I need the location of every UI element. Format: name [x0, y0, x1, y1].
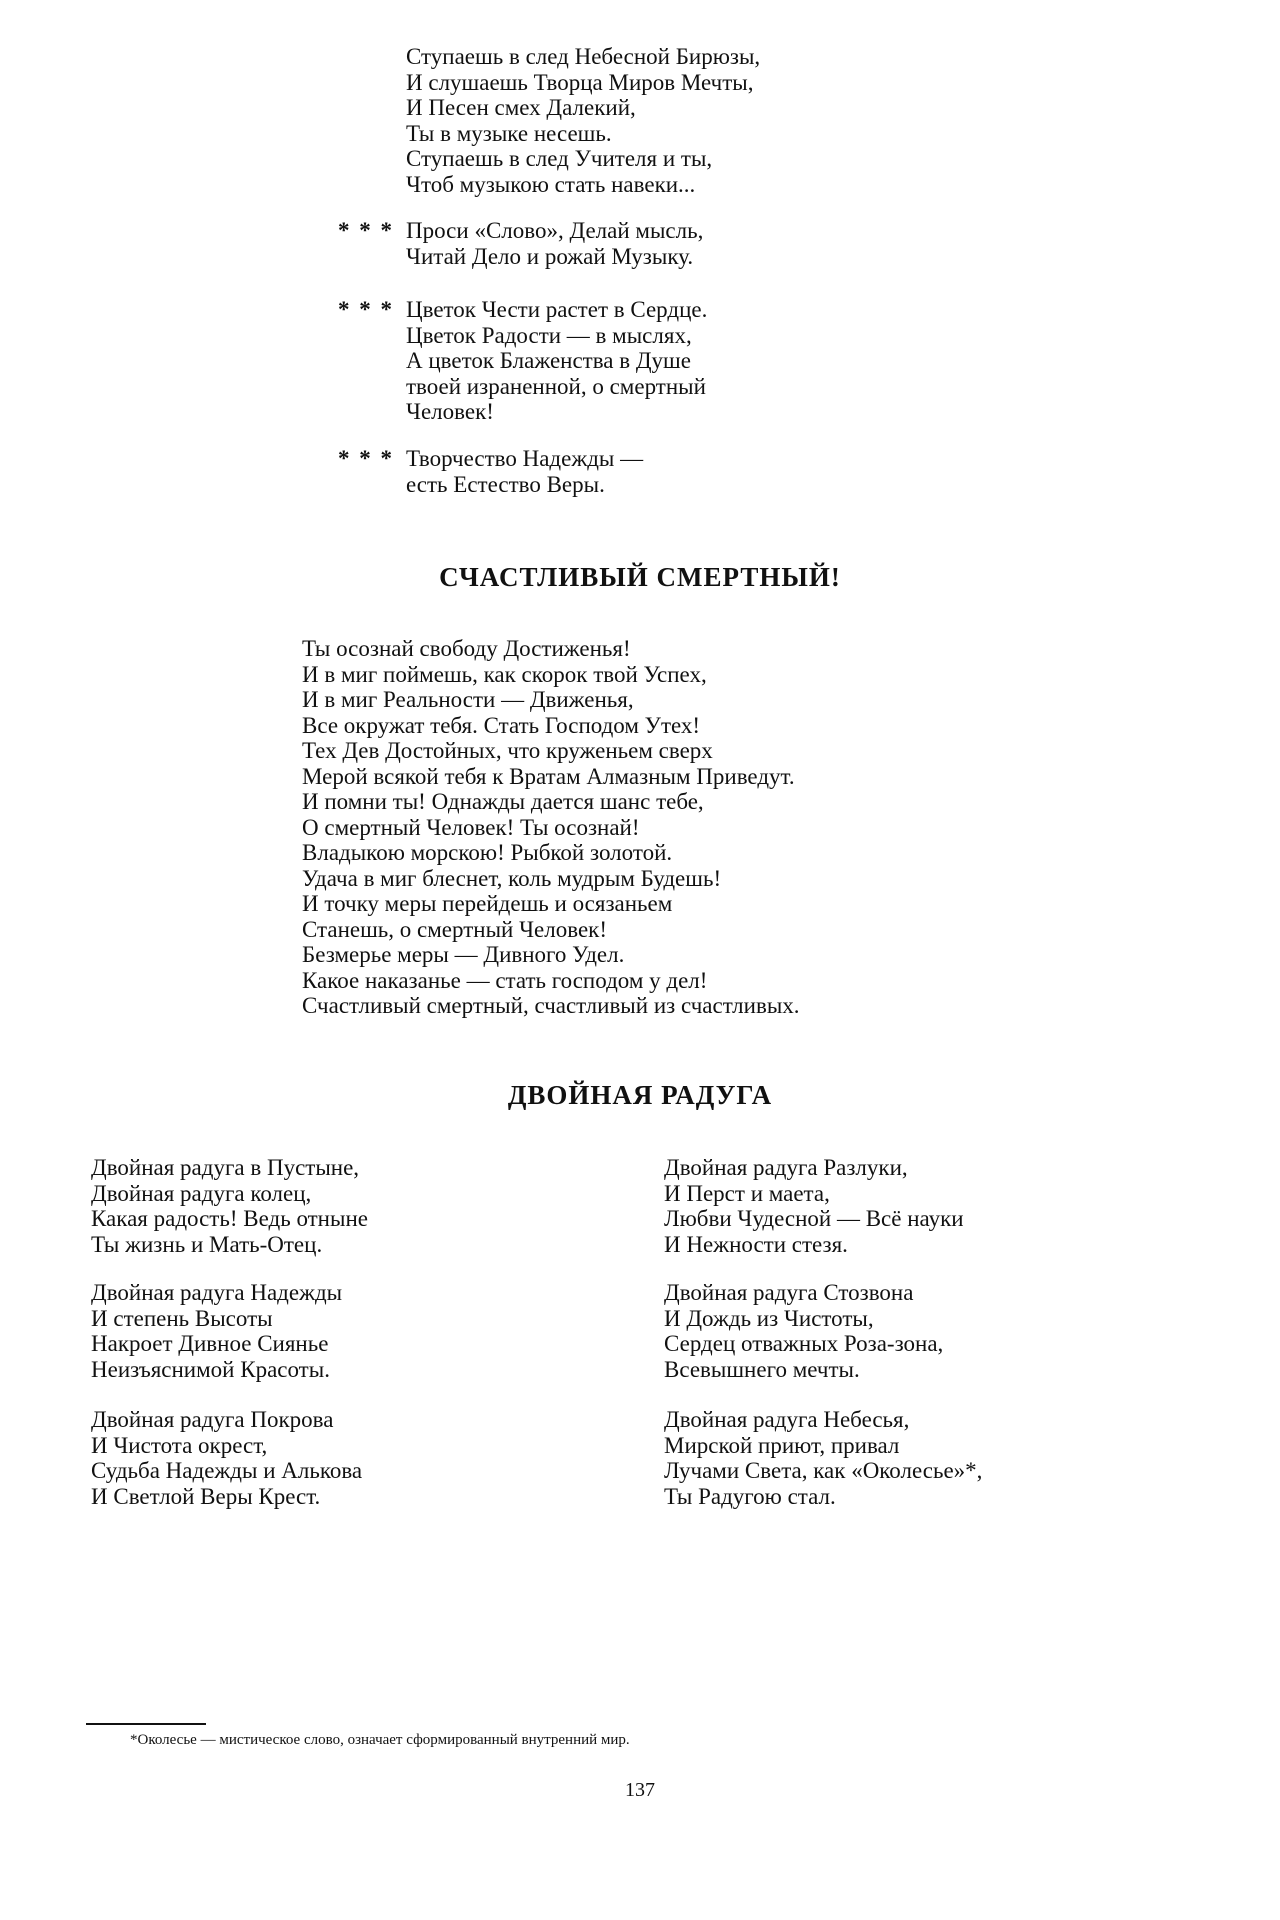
verse-line: О смертный Человек! Ты осознай! [302, 814, 640, 840]
verse-line: Лучами Света, как «Околесье»*, [664, 1458, 983, 1483]
verse-line: Двойная радуга Покрова [91, 1407, 334, 1432]
poem-stanza-right [664, 1407, 982, 1509]
stanza-separator: * * * [338, 446, 394, 471]
verse-line: Станешь, о смертный Человек! [302, 916, 607, 942]
verse-line: Человек! [406, 399, 494, 424]
poem-stanza-left [91, 1155, 368, 1257]
verse-line: Владыкою морскою! Рыбкой золотой. [302, 840, 673, 865]
verse-line: Какое наказанье — стать господом у дел! [302, 967, 708, 993]
verse-line: Цветок Чести растет в Сердце. [406, 297, 708, 322]
verse-line: И Дождь из Чистоты, [664, 1305, 874, 1331]
poem-body [302, 636, 800, 1019]
footnote-divider [86, 1723, 206, 1725]
verse-line: Удача в миг блеснет, коль мудрым Будешь! [302, 865, 722, 891]
verse-line: И Чистота окрест, [91, 1432, 268, 1458]
verse-line: Накроет Дивное Сиянье [91, 1331, 329, 1356]
verse-line: Двойная радуга Стозвона [664, 1280, 914, 1305]
verse-line: И Песен смех Далекий, [406, 95, 636, 120]
stanza-separator: * * * [338, 297, 394, 322]
verse-line: твоей израненной, о смертный [406, 373, 706, 399]
poem-stanza-left [91, 1280, 342, 1382]
verse-line: И в миг Реальности — Движенья, [302, 687, 634, 712]
verse-line: И в миг поймешь, как скорок твой Успех, [302, 661, 707, 687]
verse-line: И Перст и маета, [664, 1180, 830, 1206]
verse-line: Безмерье меры — Дивного Удел. [302, 942, 625, 967]
verse-line: Ступаешь в след Учителя и ты, [406, 146, 713, 171]
verse-line: Читай Дело и рожай Музыку. [406, 243, 694, 269]
verse-line: Ты осознай свободу Достиженья! [302, 636, 631, 661]
verse-line: Ты жизнь и Мать-Отец. [91, 1231, 323, 1257]
stanza-separator: * * * [338, 218, 394, 243]
verse-line: Всевышнего мечты. [664, 1356, 860, 1382]
verse-line: Ты в музыке несешь. [406, 120, 612, 146]
intro-stanza [406, 44, 760, 197]
verse-line: Счастливый смертный, счастливый из счастливых. [302, 993, 800, 1018]
verse-line: Ступаешь в след Небесной Бирюзы, [406, 44, 761, 69]
verse-line: Неизъяснимой Красоты. [91, 1356, 330, 1382]
verse-line: И помни ты! Однажды дается шанс тебе, [302, 789, 704, 814]
verse-line: И степень Высоты [91, 1305, 273, 1331]
verse-line: Двойная радуга Небесья, [664, 1407, 910, 1432]
verse-line: И Нежности стезя. [664, 1231, 848, 1257]
verse-line: Любви Чудесной — Всё науки [664, 1206, 964, 1231]
verse-line: Двойная радуга колец, [91, 1180, 312, 1206]
verse-line: Мирской приют, привал [664, 1432, 900, 1458]
poem-title: СЧАСТЛИВЫЙ СМЕРТНЫЙ! [439, 562, 841, 592]
aphorism-stanza [406, 446, 643, 497]
verse-line: Сердец отважных Роза-зона, [664, 1331, 944, 1356]
aphorism-stanza [406, 297, 707, 425]
verse-line: Творчество Надежды — [406, 446, 644, 471]
verse-line: Двойная радуга Надежды [91, 1280, 343, 1305]
verse-line: Чтоб музыкою стать навеки... [406, 171, 696, 197]
verse-line: Судьба Надежды и Алькова [91, 1458, 363, 1483]
verse-line: Двойная радуга Разлуки, [664, 1155, 908, 1180]
verse-line: Все окружат тебя. Стать Господом Утех! [302, 712, 701, 738]
aphorism-stanza [406, 218, 703, 269]
verse-line: Проси «Слово», Делай мысль, [406, 218, 704, 243]
verse-line: Тех Дев Достойных, что круженьем сверх [302, 738, 713, 763]
verse-line: Двойная радуга в Пустыне, [91, 1155, 360, 1180]
poem-stanza-right [664, 1280, 943, 1382]
verse-line: Какая радость! Ведь отныне [91, 1206, 368, 1231]
verse-line: И Светлой Веры Крест. [91, 1483, 321, 1509]
poem-stanza-right [664, 1155, 964, 1257]
page-number: 137 [625, 1779, 655, 1801]
poem-stanza-left [91, 1407, 362, 1509]
verse-line: А цветок Блаженства в Душе [406, 348, 691, 373]
verse-line: Цветок Радости — в мыслях, [406, 322, 692, 348]
verse-line: И точку меры перейдешь и осязаньем [302, 891, 673, 916]
verse-line: Мерой всякой тебя к Вратам Алмазным Приведут. [302, 763, 795, 789]
verse-line: есть Естество Веры. [406, 471, 605, 497]
verse-line: И слушаешь Творца Миров Мечты, [406, 69, 754, 95]
verse-line: Ты Радугою стал. [664, 1483, 836, 1509]
footnote: *Околесье — мистическое слово, означает сформированный внутренний мир. [130, 1732, 630, 1748]
poem-title: ДВОЙНАЯ РАДУГА [507, 1080, 773, 1110]
